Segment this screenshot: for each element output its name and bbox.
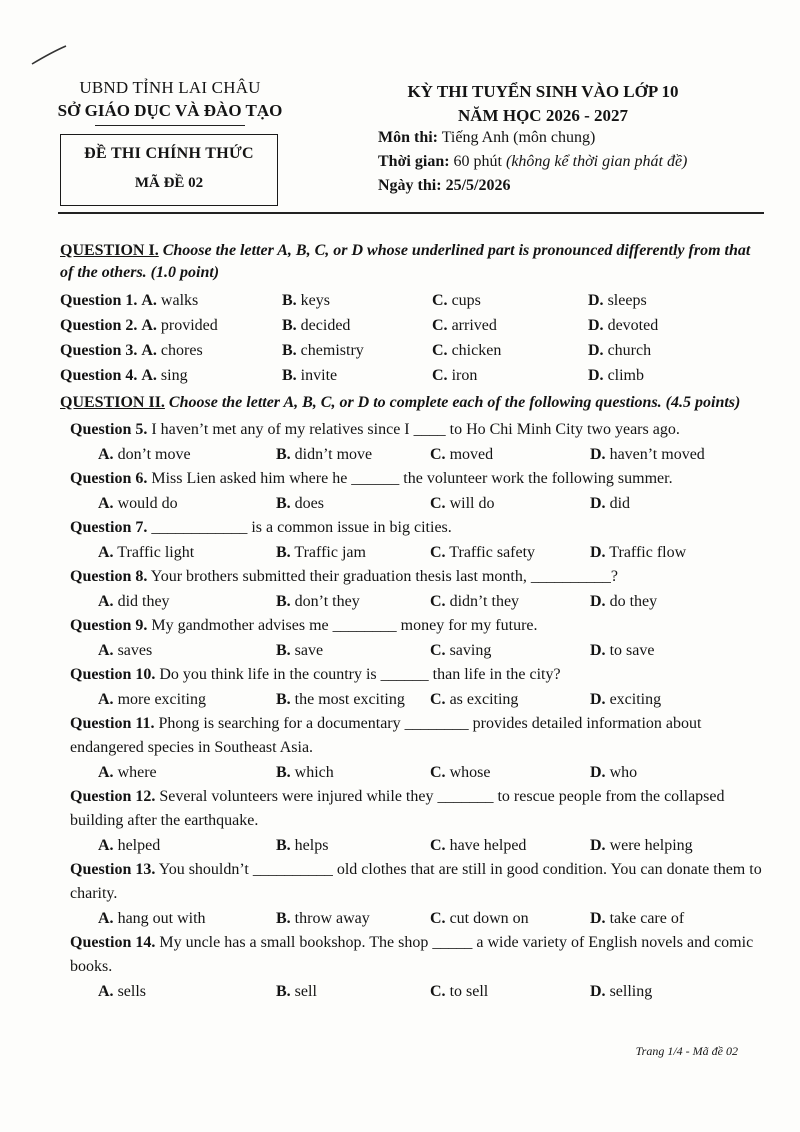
answer-options-row [60,979,766,1004]
question-stem [60,516,766,540]
question-label: Question 13. [70,861,156,878]
option-letter: A. [141,317,157,334]
option-letter: B. [282,292,297,309]
option-text: church [607,342,652,359]
option-letter: A. [98,910,114,927]
option-b [276,833,430,858]
question-label: Question 1. [60,292,138,309]
option-letter: B. [276,446,291,463]
subject-label: Môn thi: [378,129,438,146]
option-c [430,638,590,663]
option-text: moved [449,446,494,463]
option-c [430,687,590,712]
option-text: did they [117,593,170,610]
option-d [590,833,760,858]
question-label: Question 5. [70,421,148,438]
option-letter: C. [430,495,446,512]
option-letter: C. [430,593,446,610]
option-letter: B. [276,910,291,927]
date-value: 25/5/2026 [445,177,511,194]
option-letter: C. [430,910,446,927]
option-text: walks [160,292,199,309]
option-d [588,338,758,363]
option-b [276,979,430,1004]
section-1-instruction: Choose the letter A, B, C, or D whose underlined part is pronounced differently from that of the others. (1.0 point) [60,242,751,281]
option-letter: C. [430,642,446,659]
option-letter: A. [141,367,157,384]
option-text: didn’t move [294,446,373,463]
section-2-title [60,392,766,414]
option-c [432,288,588,313]
subject-line [378,126,768,150]
question-text: Several volunteers were injured while they _______ to rescue people from the collapsed building after the earthquake. [70,788,725,829]
option-a [98,442,276,467]
option-letter: A. [98,642,114,659]
answer-options-row [60,491,766,516]
option-d [590,540,760,565]
option-a [98,491,276,516]
question-label: Question 3. [60,342,138,359]
option-text: sing [160,367,188,384]
section-2-label: QUESTION II. [60,394,165,411]
option-text: saves [117,642,153,659]
question-text: Miss Lien asked him where he ______ the volunteer work the following summer. [151,470,673,487]
section-2-questions [60,418,766,1004]
option-text: don’t move [117,446,191,463]
answer-options-row [60,687,766,712]
option-text: Traffic light [117,544,195,561]
question-stem [60,614,766,638]
option-d [588,363,758,388]
question-stem [60,565,766,589]
question-stem [60,663,766,687]
option-text: selling [609,983,653,1000]
option-letter: C. [430,544,446,561]
option-d [590,979,760,1004]
option-text: don’t they [294,593,360,610]
option-letter: D. [590,764,606,781]
option-text: will do [449,495,495,512]
duration-value: 60 phút [453,153,502,170]
pronunciation-question-row [60,338,766,363]
option-b [276,638,430,663]
option-a [60,288,282,313]
option-text: sleeps [607,292,647,309]
question-text: Your brothers submitted their graduation thesis last month, __________? [150,568,618,585]
option-b [282,288,432,313]
option-a [98,540,276,565]
option-c [430,589,590,614]
question-stem [60,931,766,979]
school-year: NĂM HỌC 2026 - 2027 [458,106,628,125]
official-label: ĐỀ THI CHÍNH THỨC [84,145,254,162]
option-d [590,638,760,663]
option-letter: A. [98,544,114,561]
option-d [590,589,760,614]
option-letter: C. [432,292,448,309]
option-text: more exciting [117,691,206,708]
option-text: throw away [294,910,370,927]
option-d [590,442,760,467]
option-text: chemistry [300,342,364,359]
option-letter: A. [98,446,114,463]
question-label: Question 7. [70,519,148,536]
option-a [60,338,282,363]
question-stem [60,712,766,760]
option-letter: B. [276,691,291,708]
option-c [430,491,590,516]
issuer-province: UBND TỈNH LAI CHÂU [79,78,261,97]
option-letter: B. [276,544,291,561]
option-letter: C. [432,317,448,334]
option-text: arrived [451,317,497,334]
question-text: My gandmother advises me ________ money for my future. [151,617,538,634]
option-letter: D. [590,495,606,512]
option-text: take care of [609,910,685,927]
question-text: My uncle has a small bookshop. The shop _____ a wide variety of English novels and comic books. [70,934,754,975]
option-b [276,906,430,931]
option-letter: D. [590,544,606,561]
question-stem [60,858,766,906]
option-c [430,760,590,785]
question-text: Phong is searching for a documentary ________ provides detailed information about endangered species in Southeast Asia. [70,715,702,756]
option-letter: D. [590,446,606,463]
option-text: Traffic flow [609,544,687,561]
option-text: haven’t moved [609,446,705,463]
option-letter: C. [430,691,446,708]
pronunciation-question-row [60,288,766,313]
option-letter: D. [588,317,604,334]
option-text: devoted [607,317,659,334]
option-a [60,363,282,388]
option-letter: B. [276,642,291,659]
question-text: Do you think life in the country is ______ than life in the city? [159,666,561,683]
exam-code: MÃ ĐỀ 02 [134,175,204,191]
option-text: exciting [609,691,662,708]
option-letter: D. [590,691,606,708]
option-text: iron [451,367,478,384]
option-letter: B. [282,317,297,334]
option-b [282,313,432,338]
option-d [590,760,760,785]
option-d [588,288,758,313]
option-b [276,760,430,785]
option-text: as exciting [449,691,519,708]
option-c [430,540,590,565]
answer-options-row [60,638,766,663]
option-letter: B. [276,983,291,1000]
answer-options-row [60,906,766,931]
option-letter: B. [282,367,297,384]
option-text: who [609,764,638,781]
option-text: hang out with [117,910,206,927]
option-b [276,540,430,565]
option-letter: C. [430,837,446,854]
option-letter: A. [98,691,114,708]
option-text: to sell [449,983,489,1000]
question-label: Question 11. [70,715,155,732]
option-text: have helped [449,837,527,854]
exam-content [60,240,766,1004]
option-letter: B. [276,764,291,781]
option-c [432,363,588,388]
option-text: saving [449,642,492,659]
option-letter: A. [141,342,157,359]
option-letter: A. [141,292,157,309]
option-a [98,589,276,614]
option-text: do they [609,593,658,610]
option-text: Traffic safety [449,544,536,561]
official-exam-box [60,134,278,206]
option-c [430,442,590,467]
option-text: cut down on [449,910,529,927]
question-stem [60,418,766,442]
option-c [430,906,590,931]
pen-stroke-mark [30,44,70,68]
option-letter: D. [590,910,606,927]
section-2-instruction: Choose the letter A, B, C, or D to complete each of the following questions. (4.5 points) [168,394,741,411]
option-letter: D. [588,342,604,359]
option-text: invite [300,367,338,384]
pronunciation-question-row [60,363,766,388]
exam-title: KỲ THI TUYỂN SINH VÀO LỚP 10 [407,82,679,101]
option-text: did [609,495,631,512]
option-text: sells [117,983,147,1000]
option-a [98,833,276,858]
issuer-block [50,78,290,126]
option-text: does [294,495,324,512]
question-stem [60,467,766,491]
option-text: the most exciting [294,691,405,708]
option-letter: C. [430,764,446,781]
option-text: decided [300,317,351,334]
issuer-department: SỞ GIÁO DỤC VÀ ĐÀO TẠO [57,101,283,120]
option-text: to save [609,642,655,659]
date-label: Ngày thi: [378,177,442,194]
answer-options-row [60,589,766,614]
date-line [378,174,768,198]
option-text: which [294,764,334,781]
subject-value: Tiếng Anh (môn chung) [441,129,596,146]
question-text: I haven’t met any of my relatives since I ____ to Ho Chi Minh City two years ago. [151,421,680,438]
option-text: were helping [609,837,693,854]
question-text: You shouldn’t __________ old clothes that are still in good condition. You can donate them to charity. [70,861,762,902]
option-letter: D. [588,292,604,309]
option-letter: A. [98,495,114,512]
option-c [430,979,590,1004]
option-letter: A. [98,764,114,781]
option-letter: B. [276,495,291,512]
option-a [98,760,276,785]
option-letter: B. [282,342,297,359]
option-d [590,491,760,516]
option-letter: C. [430,446,446,463]
option-text: chicken [451,342,502,359]
option-text: Traffic jam [294,544,366,561]
question-label: Question 4. [60,367,138,384]
answer-options-row [60,442,766,467]
option-a [60,313,282,338]
pronunciation-question-row [60,313,766,338]
option-a [98,687,276,712]
option-text: climb [607,367,644,384]
question-label: Question 14. [70,934,156,951]
option-letter: B. [276,593,291,610]
option-text: save [294,642,324,659]
option-letter: C. [432,367,448,384]
exam-info-block [378,82,768,198]
option-c [432,338,588,363]
duration-note: (không kể thời gian phát đề) [506,153,688,170]
option-a [98,638,276,663]
question-label: Question 2. [60,317,138,334]
question-label: Question 9. [70,617,148,634]
option-text: chores [160,342,203,359]
issuer-underline [95,125,245,126]
section-1-questions [60,288,766,388]
option-c [430,833,590,858]
duration-label: Thời gian: [378,153,450,170]
option-letter: D. [590,983,606,1000]
option-text: would do [117,495,178,512]
option-text: helps [294,837,329,854]
option-b [282,363,432,388]
option-b [276,491,430,516]
option-letter: D. [588,367,604,384]
section-1-label: QUESTION I. [60,242,159,259]
option-c [432,313,588,338]
question-label: Question 10. [70,666,156,683]
option-a [98,906,276,931]
option-letter: D. [590,593,606,610]
option-letter: A. [98,837,114,854]
option-text: sell [294,983,317,1000]
option-a [98,979,276,1004]
question-label: Question 12. [70,788,156,805]
option-text: helped [117,837,161,854]
option-b [276,442,430,467]
option-letter: A. [98,593,114,610]
option-letter: D. [590,837,606,854]
page-footer: Trang 1/4 - Mã đề 02 [635,1044,738,1058]
option-text: didn’t they [449,593,520,610]
option-letter: D. [590,642,606,659]
answer-options-row [60,760,766,785]
option-text: whose [449,764,491,781]
option-b [276,687,430,712]
option-text: cups [451,292,481,309]
option-d [590,687,760,712]
question-text: ____________ is a common issue in big cities. [151,519,452,536]
question-label: Question 6. [70,470,148,487]
option-d [590,906,760,931]
section-1-title [60,240,766,284]
option-letter: A. [98,983,114,1000]
option-b [276,589,430,614]
question-label: Question 8. [70,568,148,585]
header-divider [58,212,764,214]
option-letter: C. [430,983,446,1000]
option-text: provided [160,317,218,334]
option-letter: C. [432,342,448,359]
option-d [588,313,758,338]
option-text: keys [300,292,330,309]
question-stem [60,785,766,833]
option-b [282,338,432,363]
duration-line [378,150,768,174]
answer-options-row [60,540,766,565]
answer-options-row [60,833,766,858]
option-letter: B. [276,837,291,854]
option-text: where [117,764,157,781]
